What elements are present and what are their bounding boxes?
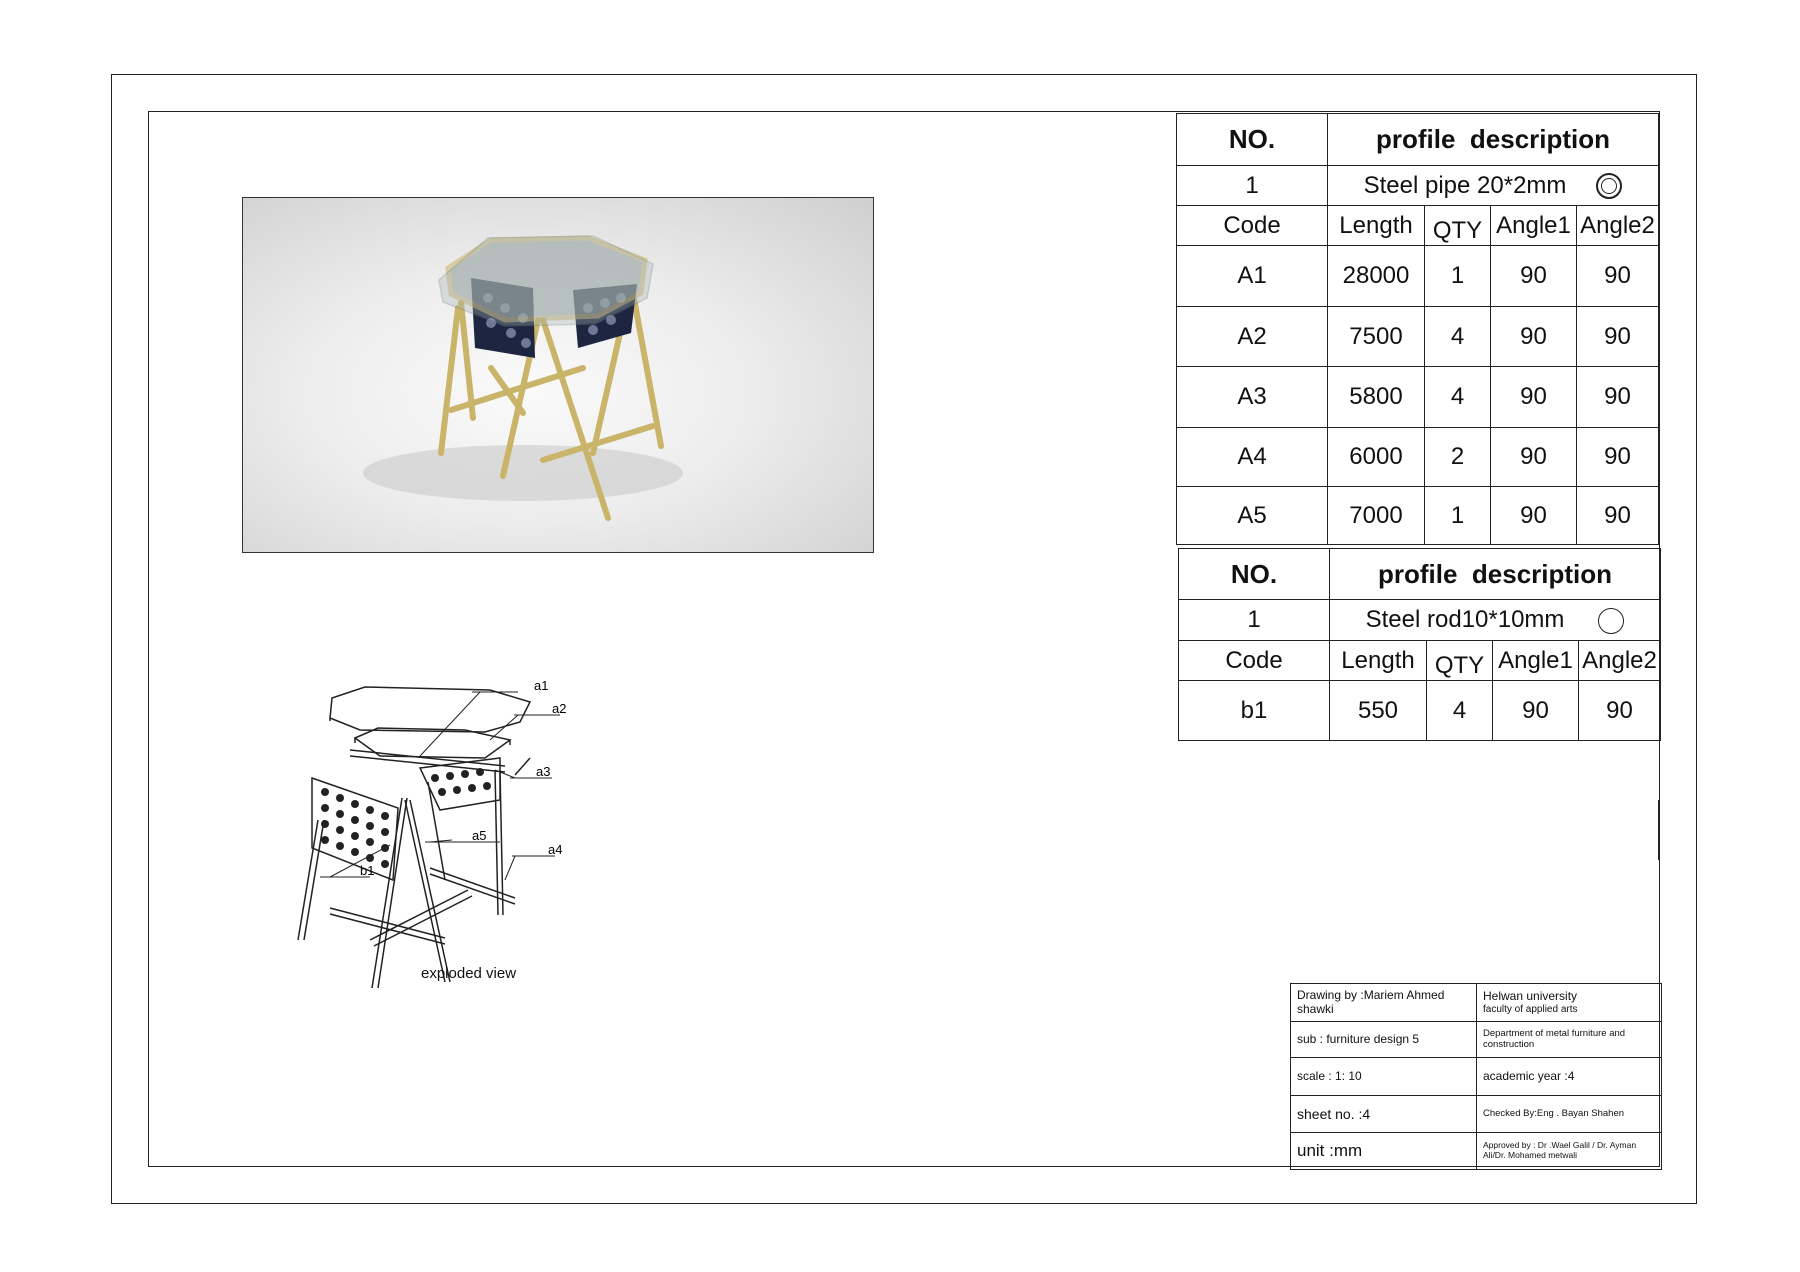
label-a5: a5 [472,828,487,843]
col-code: Code [1177,206,1328,246]
row-angle2: 90 [1577,428,1659,487]
no-header: NO. [1177,114,1328,166]
department: Department of metal furniture and construction [1477,1022,1662,1058]
col-code: Code [1179,641,1330,681]
row-length: 5800 [1328,367,1425,428]
faculty-name: faculty of applied arts [1483,1003,1578,1015]
row-angle1: 90 [1491,367,1577,428]
rod-parts-table [1178,548,1661,741]
profile-cell [1330,600,1661,641]
row-length: 7000 [1328,487,1425,545]
col-qty: QTY [1427,641,1493,681]
row-qty: 1 [1425,487,1491,545]
pipe-section-icon [1596,173,1622,199]
label-b1: b1 [360,863,375,878]
pipe-parts-table [1176,113,1659,545]
row-qty: 4 [1425,307,1491,367]
sheet-number: sheet no. :4 [1291,1096,1477,1133]
checked-by: Checked By:Eng . Bayan Shahen [1477,1096,1662,1133]
row-angle1: 90 [1493,681,1579,741]
row-qty: 1 [1425,246,1491,307]
row-length: 6000 [1328,428,1425,487]
row-angle2: 90 [1577,246,1659,307]
row-angle1: 90 [1491,428,1577,487]
academic-year: academic year :4 [1477,1058,1662,1096]
col-length: Length [1328,206,1425,246]
table-render-image [242,197,874,553]
profile-number: 1 [1179,600,1330,641]
drawing-by: Drawing by :Mariem Ahmed shawki [1291,984,1477,1022]
unit: unit :mm [1291,1133,1477,1170]
table-row [1177,367,1659,428]
title-block [1290,983,1662,1170]
row-code: A3 [1177,367,1328,428]
label-a3: a3 [536,764,551,779]
row-qty: 4 [1427,681,1493,741]
approved-by: Approved by : Dr .Wael Galil / Dr. Ayman Ali/Dr. Mohamed metwali [1477,1133,1662,1170]
row-angle1: 90 [1491,487,1577,545]
row-angle2: 90 [1577,487,1659,545]
col-qty: QTY [1425,206,1491,246]
table-row [1179,681,1661,741]
col-angle2: Angle2 [1579,641,1661,681]
row-qty: 2 [1425,428,1491,487]
row-qty: 4 [1425,367,1491,428]
row-code: A4 [1177,428,1328,487]
university-name: Helwan university [1483,988,1578,1003]
profile-number: 1 [1177,166,1328,206]
profile-description-header: profile description [1328,114,1659,166]
table-row [1177,307,1659,367]
no-header: NO. [1179,549,1330,600]
label-a4: a4 [548,842,563,857]
col-angle2: Angle2 [1577,206,1659,246]
row-angle2: 90 [1579,681,1661,741]
label-a1: a1 [534,678,549,693]
row-code: A5 [1177,487,1328,545]
exploded-view-caption: exploded view [421,965,517,982]
subject: sub : furniture design 5 [1291,1022,1477,1058]
col-angle1: Angle1 [1493,641,1579,681]
col-angle1: Angle1 [1491,206,1577,246]
label-a2: a2 [552,701,567,716]
row-length: 7500 [1328,307,1425,367]
rod-section-icon [1598,608,1624,634]
side-table-render [243,198,874,553]
university-cell [1477,984,1662,1022]
row-code: A2 [1177,307,1328,367]
table-row [1177,487,1659,545]
profile-cell [1328,166,1659,206]
col-length: Length [1330,641,1427,681]
profile-name: Steel rod10*10mm [1365,606,1565,633]
row-length: 550 [1330,681,1427,741]
exploded-view-drawing [290,670,610,1000]
row-length: 28000 [1328,246,1425,307]
row-angle1: 90 [1491,246,1577,307]
row-code: b1 [1179,681,1330,741]
profile-name: Steel pipe 20*2mm [1363,171,1567,199]
frame-tick [1658,800,1663,860]
row-angle1: 90 [1491,307,1577,367]
row-code: A1 [1177,246,1328,307]
scale: scale : 1: 10 [1291,1058,1477,1096]
profile-description-header: profile description [1330,549,1661,600]
row-angle2: 90 [1577,367,1659,428]
table-row [1177,246,1659,307]
row-angle2: 90 [1577,307,1659,367]
table-row [1177,428,1659,487]
